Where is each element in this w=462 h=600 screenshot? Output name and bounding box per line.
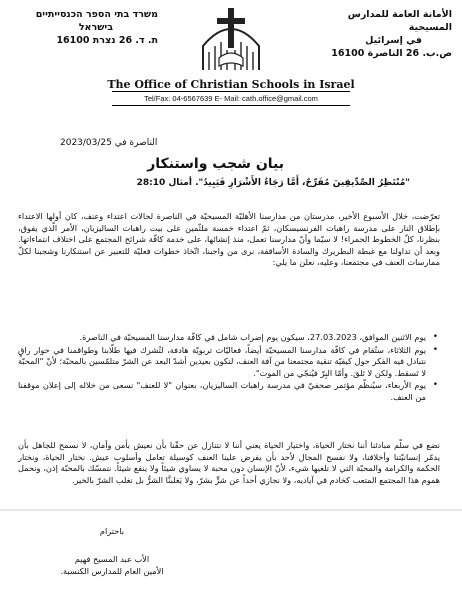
list-item: • يوم الثلاثاء، ستُقام في كافّة مدارسنا المسيحيّة أيضاً، فعاليّات تربويّة هادفة، لتُشرك فيها طلّابنا وطواقمنا في حوار راقٍ نتبادل فيه الفكر حول كيفيّة تنقية مجتمعنا من آفة العنف، لنكون بعيدين أشدّ البعد عن الشرّ متلمّسين بالمحبّة؛ لأنّ "المحبّة لا تَسقط. ولكن لا تَلقَ. وأمّا البِرّ فيُنجّي من الموت". bbox=[18, 345, 426, 380]
list-item: • يوم الاثنين الموافق، 27.03.2023، سيكون يوم إضراب شامل في كافّة مدارسنا المسيحيّة في الناصرة. bbox=[18, 332, 426, 344]
bible-verse: "مُنْتَظِرُ الصِّدِّيقِينَ مُفَرِّحٌ، أَمَّا رَجَاءُ الأَشْرَارِ فَيَبِيدُ". أمثال 28:10 bbox=[136, 178, 410, 188]
announcement-list bbox=[18, 332, 440, 405]
regards-text: باحترام bbox=[99, 526, 125, 536]
office-name: The Office of Christian Schools in Israel bbox=[107, 78, 355, 91]
letterhead-line: في إسرائيل bbox=[365, 35, 422, 46]
signature-block bbox=[52, 525, 172, 577]
divider bbox=[112, 91, 350, 92]
letterhead-line: בישראל bbox=[78, 22, 113, 33]
cross-logo-icon bbox=[199, 6, 263, 72]
paper-fold bbox=[0, 509, 462, 511]
signatory-name: الأب عبد المسيح فهيم bbox=[74, 554, 150, 564]
paragraph-closing: نضع في سلّم مبادئنا أننا نختار الحياة، واختيار الحياة يعني أننا لا نتنازل عن حقّنا بأن نعيش بأمن وأمان، لا نسمح للجاهل بأن يدمّر إنسانيّتنا وأخلاقنا، ولا نفسح المجال لأحد بأن يفرض علينا العنف كوسيلة تعامل وأسلوب عيش. نختار الحياة، ونختار الحكمة والكرامة والمحبّة التي لا تلغيها شيء، لأنّ الإنسان دون محبة لا يساوي شيئاً ولا ينفع شيئاً. نتمسّك بالمحبّة إذن، ونحمل هموم هذا المجتمع المتعب كخادم في آياديه، ولا نجازي أحداً عن شرٍّ بشرّ، ولا يَغلبنَّا الشرُّ بل نغلب الشرّ بالخير. bbox=[18, 440, 440, 485]
statement-title: بيان شجب واستنكار bbox=[147, 156, 284, 172]
paragraph-intro: تعرّضت، خلال الأسبوع الأخير، مدرستان من مدارسنا الأهليّة المسيحيّة في الناصرة لحالات اعتداء وعنف، كان أولها الاعتداء بإطلاق النار على مدرسة راهبات الفرنسيسكان، ثمّ اعتداء خمسة ملثّمين على بيت راهبات الساليزيان، الأمر الّذي يفوق، بنظرنا، كلّ الخطوط الحمراء! لا سيّما وأنّ مدارسنا تعمل، منذ إنشائها، على خدمة كافّة شرائح المجتمع على اختلاف انتماءاتها. وبعد أن تداولنا مع غبطة البطريرك والسادة الأساقفة، نرى من واجبنا، اتّخاذ خطوات فعليّة للتعبير عن استنكارنا وشجبنا لكلّ ممارسات العنف في مجتمعنا، وعليه، نعلن ما يلي: bbox=[18, 211, 440, 268]
date-line: الناصرة في 2023/03/25 bbox=[60, 138, 158, 148]
divider bbox=[112, 105, 350, 106]
hebrew-letterhead bbox=[8, 8, 158, 47]
arabic-letterhead bbox=[302, 8, 452, 60]
letterhead-line: ת. ד. 26 נצרת 16100 bbox=[56, 35, 158, 46]
letterhead-line: ص.ب. 26 الناصرة 16100 bbox=[331, 48, 452, 59]
letterhead-line: משרד בתי הספר הכנסייתיים bbox=[35, 9, 158, 20]
list-item: • يوم الأربعاء، سيُنظّم مؤتمر صحفيّ في مدرسة راهبات الساليزيان، بعنوان "لا للعنف" نسعى من خلاله إلى إعلان موقفنا من العنف. bbox=[18, 380, 426, 403]
letterhead-line: الأمانة العامة للمدارس المسيحية bbox=[347, 9, 452, 33]
signatory-role: الأمين العام للمدارس الكنسية. bbox=[60, 566, 164, 576]
contact-info: Tel/Fax: 04-6567639 E- Mail: cath.office@gmail.com bbox=[144, 94, 318, 103]
